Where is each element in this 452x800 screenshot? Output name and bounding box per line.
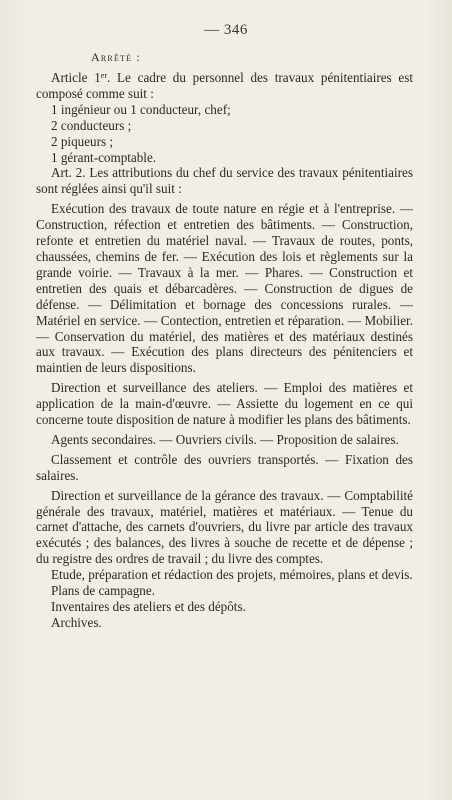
page-number: — 346 bbox=[204, 22, 248, 38]
paragraph-gerance: Direction et surveillance de la gérance des travaux. — Comptabilité générale des travaux, matériel, matières et matériaux. — Tenue du carnet d'attache, des carnets d'ouvriers, du livre par article des travaux exécutés ; des balances, des livres à souche de recette et de dépense ; du registre des ordres de travail ; du livre des comptes. bbox=[36, 487, 413, 567]
paragraph-agents: Agents secondaires. — Ouvriers civils. — Proposition de salaires. bbox=[51, 431, 399, 447]
heading-arrete: Arrêté : bbox=[91, 50, 141, 64]
paragraph-etude: Etude, préparation et rédaction des projets, mémoires, plans et devis. bbox=[51, 567, 413, 583]
personnel-item: 2 conducteurs ; bbox=[51, 117, 132, 133]
paragraph-classement: Classement et contrôle des ouvriers transportés. — Fixation des salaires. bbox=[36, 451, 413, 483]
short-line: Plans de campagne. bbox=[51, 583, 155, 599]
personnel-item: 2 piqueurs ; bbox=[51, 133, 114, 149]
article-2: Art. 2. Les attributions du chef du service des travaux pénitentiaires sont réglées ainsi qu'il suit : bbox=[36, 165, 413, 197]
personnel-item: 1 gérant-comptable. bbox=[51, 149, 157, 165]
short-line: Archives. bbox=[51, 614, 102, 630]
article-1-sup: er bbox=[100, 71, 108, 80]
short-line: Inventaires des ateliers et des dépôts. bbox=[51, 599, 246, 614]
article-1-text: . Le cadre du personnel des travaux pénitentiaires est composé comme suit : bbox=[36, 70, 413, 101]
article-1-lead: Article 1 bbox=[51, 70, 101, 85]
paragraph-execution: Exécution des travaux de toute nature en régie et à l'entreprise. — Construction, réfection et entretien des bâtiments. — Construction, refonte et entretien du matériel naval. — Travaux de routes, ponts, chaussées, chemins de fer. — Exécution des lois et règlements sur la grande voirie. — Travaux à la mer. — Phares. — Construction et entretien des quais et débarcadères. — Construction de digues de défense. — Délimitation et bornage des concessions rurales. — Matériel en service. — Contection, entretien et réparation. — Mobilier. — Conservation du matériel, des matières et des matériaux destinés aux travaux. — Exécution des plans directeurs des pénitenciers et maintien de leurs dispositions. bbox=[36, 201, 413, 376]
article-1 bbox=[36, 70, 413, 102]
paragraph-ateliers: Direction et surveillance des ateliers. — Emploi des matières et application de la main-d'œuvre. — Assiette du logement en ce qui concerne toute disposition de nature à modifier les plans des bâtiments. bbox=[36, 380, 413, 428]
body-text bbox=[36, 70, 413, 631]
personnel-item: 1 ingénieur ou 1 conducteur, chef; bbox=[51, 101, 231, 117]
